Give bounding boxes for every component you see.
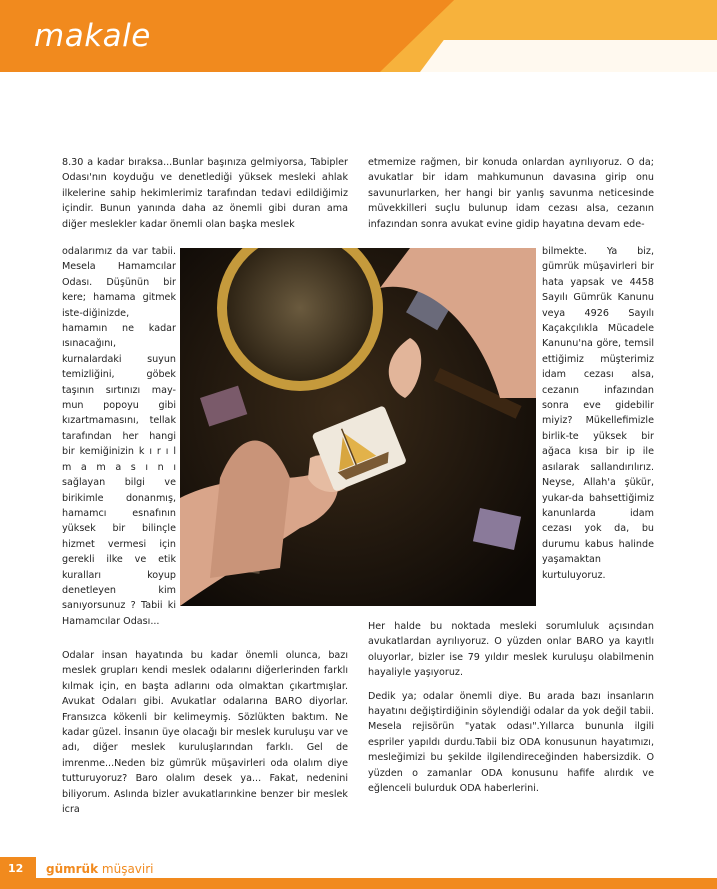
page-number: 12 <box>8 862 24 875</box>
brand-light: müşaviri <box>101 862 154 876</box>
article-paragraph: Dedik ya; odalar önemli diye. Bu arada bazı insanların hayatını değiştirdiğinin söylendiği odalar da yok değil tabii. Mesela rejisörün "yatak odası".Yıllarca bununla ilgili espriler yapıldı durdu.Tabii biz ODA konusunun hayatımızı, mesleğimizi bu şekilde ilgilendireceğinden habersizdik. O yüzden o zamanlar ODA konusunu hafife alırdık ve eğlenceli bulurduk ODA haberlerini. <box>368 690 654 795</box>
puzzle-photo-illustration <box>180 248 536 606</box>
puzzle-photo <box>180 248 536 606</box>
article-col1-bottom: Odalar insan hayatında bu kadar önemli olunca, bazı meslek grupları kendi meslek odalarını diğerlerinden farklı kılmak için, en başta adlarını oda olmaktan çıkartmışlar. Avukat Odaları gibi. Avukatlar odalarına BARO diyorlar. Fransızca kökenli bir kelimeymiş. Sözlükten baktım. Ne kadar güzel. İnsanın üye olacağı bir meslek kuruluşu var ve adı, diğer meslek kuruluşlarından farklı. Gel de imrenme...Neden biz gümrük müşavirleri oda olalım diye tutturuyoruz? Baro olalım desek ya... Fakat, nedenini biliyorum. Aslında bizler avukatlarınkine benzer bir meslek icra <box>62 650 348 816</box>
footer-band <box>0 878 717 889</box>
section-title: makale <box>34 18 151 54</box>
article-col2-top: etmemize rağmen, bir konuda onlardan ayrılıyoruz. O da; avukatlar bir idam mahkumunun davasına girip onu savunurlarken, her hangi bir yanlış savunma neticesinde müvekkilleri suçlu bulunup idam cezası alsa, cezanın infazından sonra avukat evine gidip hayatına devam ede- <box>368 157 654 230</box>
header-accent-white <box>420 40 717 72</box>
article-col1-narrow: odalarımız da var tabii. Mesela Hamamcılar Odası. Düşünün bir kere; hamama gitmek iste-diğinizde, hamamın ne kadar ısınacağını, kurnalardaki suyun temizliğini, göbek taşının sırtınızı may-mun popoyu gibi kızartmamasını, tellak tarafından her hangi bir kemiğinizin k ı r ı l m a m a s ı n ı sağlayan bilgi ve birikimle donanmış, hamamcı esnafının yüksek bir bilinçle hizmet vermesi için gerekli ilke ve etik kuralları koyup denetleyen kim sanıyorsunuz ? Tabii ki Hamamcılar Odası... <box>62 246 176 627</box>
magazine-brand <box>46 862 154 876</box>
article-col2-bottom <box>368 619 654 804</box>
article-paragraph: Her halde bu noktada mesleki sorumluluk açısından avukatlardan ayrılıyoruz. O yüzden onlar BARO ya kayıtlı oluyorlar, bizler ise 79 yıldır meslek kuruluşu olabilmenin hayaliyle yaşıyoruz. <box>368 621 654 679</box>
brand-bold: gümrük <box>46 862 99 876</box>
article-col2-narrow: bilmekte. Ya biz, gümrük müşavirleri bir hata yapsak ve 4458 Sayılı Gümrük Kanunu veya 4926 Sayılı Kaçakçılıkla Mücadele Kanunu'na göre, temsil ettiğimiz müşterimiz idam cezası alsa, cezanın infazından sonra eve gidebilir miyiz? Mükellefimizle birlik-te yüksek bir ağaca kısa bir ip ile asılarak sallandırılırız. Neyse, Allah'a şükür, yukar-da bahsettiğimiz kanunlarda idam cezası yok da, bu durumu kabus halinde yaşamaktan kurtuluyoruz. <box>542 246 654 581</box>
article-col1-top: 8.30 a kadar bıraksa...Bunlar başınıza gelmiyorsa, Tabipler Odası'nın koyduğu ve denetlediği yüksek mesleki ahlak ilkelerine sahip hekimlerimiz tarafından tedavi edildiğimiz içindir. Bunun yanında daha az önemli gibi duran ama diğer meslekler kadar önemli olan başka meslek <box>62 157 348 230</box>
